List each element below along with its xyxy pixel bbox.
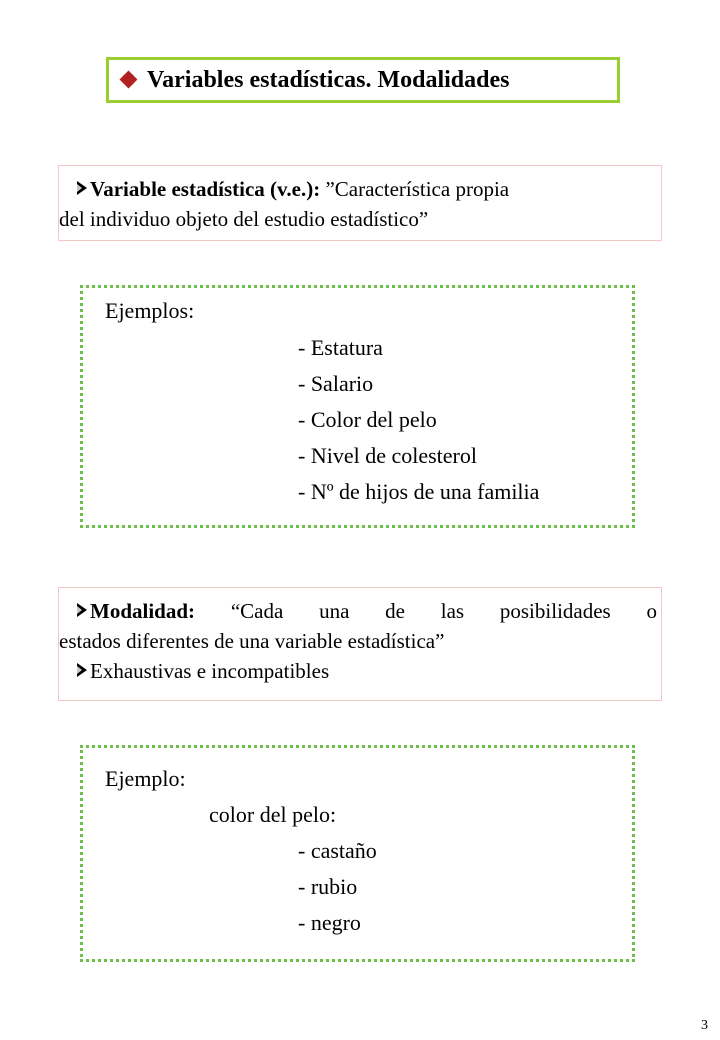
variable-definition-line2: del individuo objeto del estudio estadístico” <box>59 207 429 231</box>
example-item: - Color del pelo <box>298 407 437 432</box>
modalidad-definition-line2: estados diferentes de una variable estadística” <box>59 629 445 653</box>
variable-term: Variable estadística (v.e.): <box>90 177 321 201</box>
arrow-bullet-icon <box>77 181 87 195</box>
modalidad-definition-text: “Cada una de las posibilidades o <box>195 599 657 623</box>
variable-definition-box <box>58 165 662 241</box>
example-subheading: color del pelo: <box>209 802 337 827</box>
example-item: - Nivel de colesterol <box>298 443 477 468</box>
slide-title-box <box>106 57 620 103</box>
arrow-bullet-icon <box>77 663 87 677</box>
examples-heading: Ejemplos: <box>105 298 195 323</box>
example-item: - Nº de hijos de una familia <box>298 479 540 504</box>
variable-definition-line1 <box>59 174 661 204</box>
example-item: - Salario <box>298 371 374 396</box>
example-item: - castaño <box>298 838 377 863</box>
example-item: - rubio <box>298 874 358 899</box>
page-number: 3 <box>701 1018 708 1033</box>
examples-box <box>80 285 635 528</box>
modalidad-bullet2 <box>59 656 657 686</box>
modalidad-term: Modalidad: <box>90 599 196 623</box>
example-box <box>80 745 635 962</box>
slide-title: Variables estadísticas. Modalidades <box>147 66 510 93</box>
diamond-bullet-icon <box>121 72 137 88</box>
example-item: - Estatura <box>298 335 383 360</box>
modalidad-definition-line1 <box>59 596 657 626</box>
modalidad-definition-box <box>58 587 662 701</box>
modalidad-bullet2-text: Exhaustivas e incompatibles <box>90 659 330 683</box>
variable-definition-text: ”Característica propia <box>320 177 510 201</box>
arrow-bullet-icon <box>77 603 87 617</box>
example-item: - negro <box>298 910 361 935</box>
example-heading: Ejemplo: <box>105 766 186 791</box>
